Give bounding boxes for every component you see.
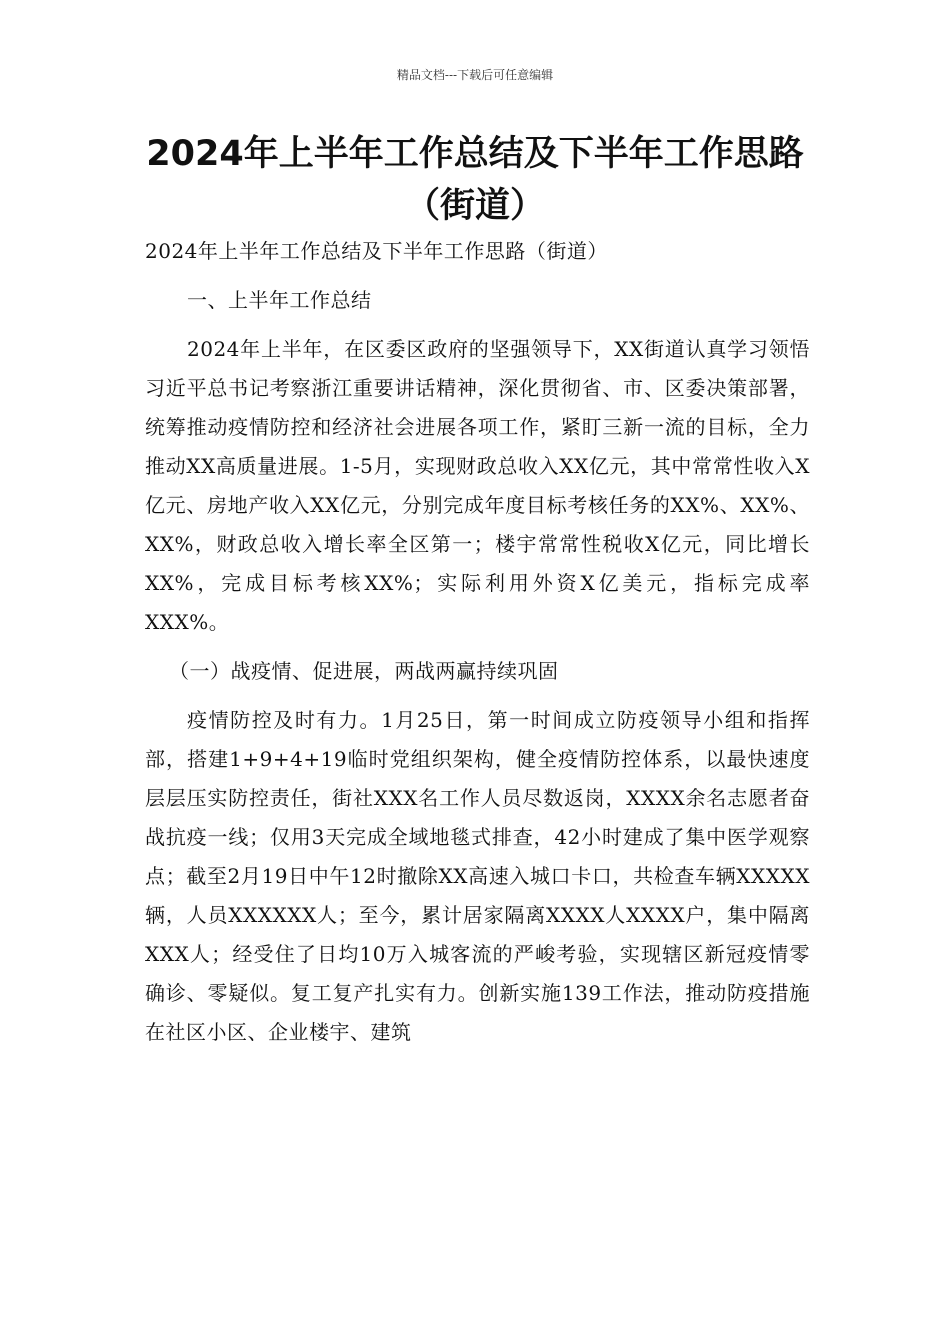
body-paragraph: 2024年上半年，在区委区政府的坚强领导下，XX街道认真学习领悟习近平总书记考察浙江重要讲话精神，深化贯彻省、市、区委决策部署，统筹推动疫情防控和经济社会进展各项工作，紧盯三新一流的目标，全力推动XX高质量进展。1-5月，实现财政总收入XX亿元，其中常常性收入X亿元、房地产收入XX亿元，分别完成年度目标考核任务的XX%、XX%、XX%，财政总收入增长率全区第一；楼宇常常性税收X亿元，同比增长XX%，完成目标考核XX%；实际利用外资X亿美元，指标完成率XXX%。 [145, 337, 810, 634]
section-heading: 一、上半年工作总结 [187, 288, 372, 312]
body-paragraph: 疫情防控及时有力。1月25日，第一时间成立防疫领导小组和指挥部，搭建1+9+4+19临时党组织架构，健全疫情防控体系，以最快速度层层压实防控责任，街社XXX名工作人员尽数返岗，XXXX余名志愿者奋战抗疫一线；仅用3天完成全域地毯式排查，42小时建成了集中医学观察点；截至2月19日中午12时撤除XX高速入城口卡口，共检查车辆XXXXX辆，人员XXXXXX人；至今，累计居家隔离XXXX人XXXX户，集中隔离XXX人；经受住了日均10万入城客流的严峻考验，实现辖区新冠疫情零确诊、零疑似。复工复产扎实有力。创新实施139工作法，推动防疫措施在社区小区、企业楼宇、建筑 [145, 708, 810, 1044]
document-title: 2024年上半年工作总结及下半年工作思路（街道） [146, 134, 804, 226]
subtitle-paragraph: 2024年上半年工作总结及下半年工作思路（街道） [145, 239, 608, 263]
page-header: 精品文档---下载后可任意编辑 [396, 68, 554, 82]
subsection-heading: （一）战疫情、促进展，两战两赢持续巩固 [169, 659, 559, 683]
document-body [145, 232, 810, 1062]
